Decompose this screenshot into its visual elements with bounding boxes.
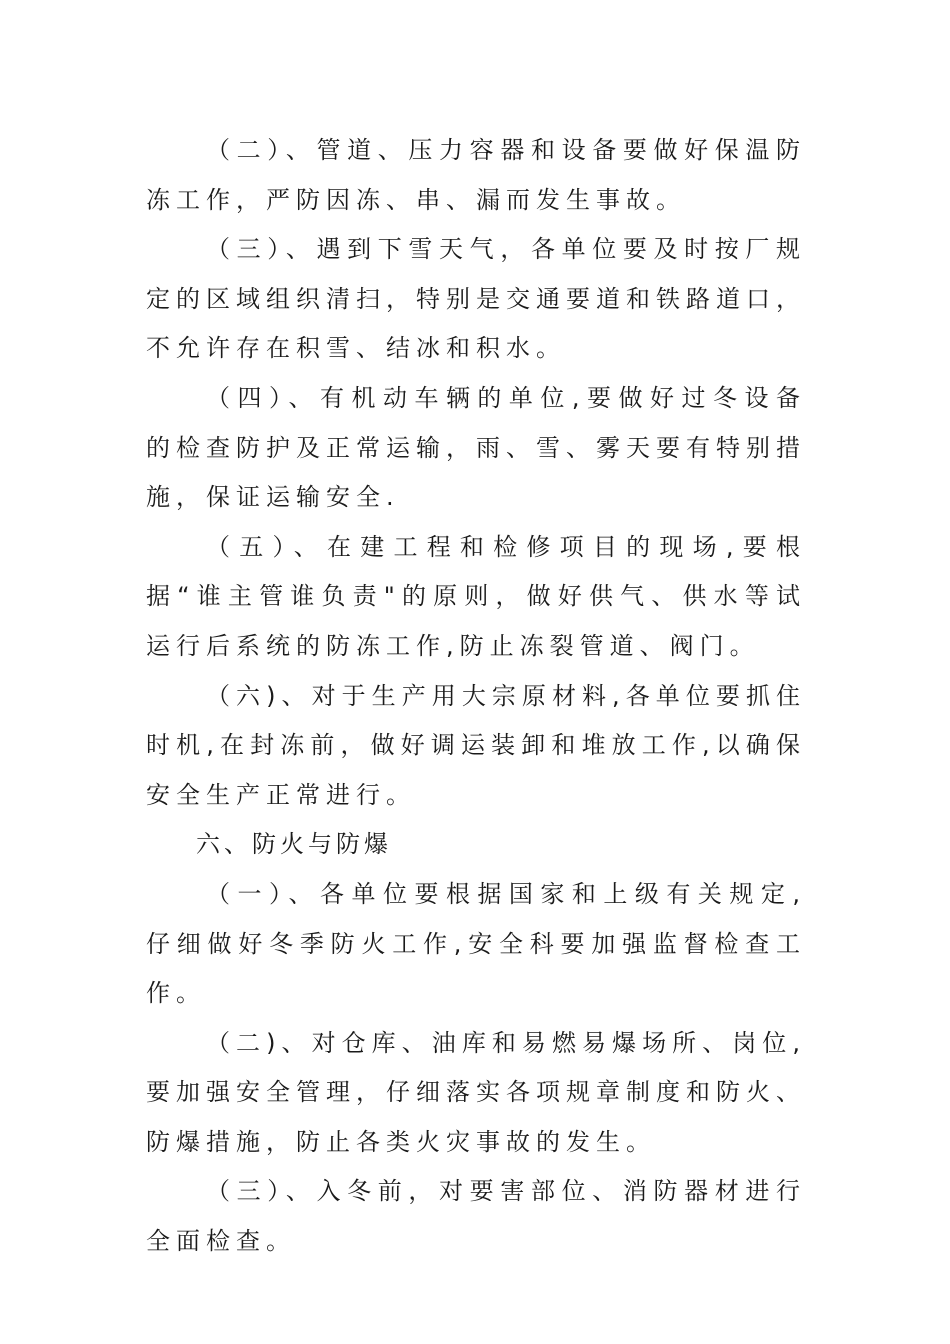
paragraph-snow-clearing: （三）、遇到下雪天气，各单位要及时按厂规定的区域组织清扫，特别是交通要道和铁路道口，不允许存在积雪、结冰和积水。: [146, 235, 806, 363]
paragraph-fire-prevention: （一）、各单位要根据国家和上级有关规定,仔细做好冬季防火工作,安全科要加强监督检查工作。: [146, 879, 806, 1008]
paragraph-construction-sites: （五）、在建工程和检修项目的现场,要根据“谁主管谁负责"的原则，做好供气、供水等试运行后系统的防冻工作,防止冻裂管道、阀门。: [146, 532, 806, 660]
paragraph-warehouse-safety: （二)、对仓库、油库和易燃易爆场所、岗位,要加强安全管理，仔细落实各项规章制度和防火、防爆措施，防止各类火灾事故的发生。: [146, 1028, 806, 1156]
paragraph-pipes-insulation: （二）、管道、压力容器和设备要做好保温防冻工作，严防因冻、串、漏而发生事故。: [146, 136, 806, 214]
paragraph-winter-inspection: （三）、入冬前，对要害部位、消防器材进行全面检查。: [146, 1177, 806, 1256]
paragraph-vehicles: （四）、有机动车辆的单位,要做好过冬设备的检查防护及正常运输，雨、雪、雾天要有特别措施，保证运输安全.: [146, 383, 806, 512]
document-body: [146, 126, 806, 1267]
section-heading-fire-explosion: 六、防火与防爆: [196, 830, 392, 859]
paragraph-raw-materials: （六)、对于生产用大宗原材料,各单位要抓住时机,在封冻前，做好调运装卸和堆放工作,以确保安全生产正常进行。: [146, 681, 806, 809]
